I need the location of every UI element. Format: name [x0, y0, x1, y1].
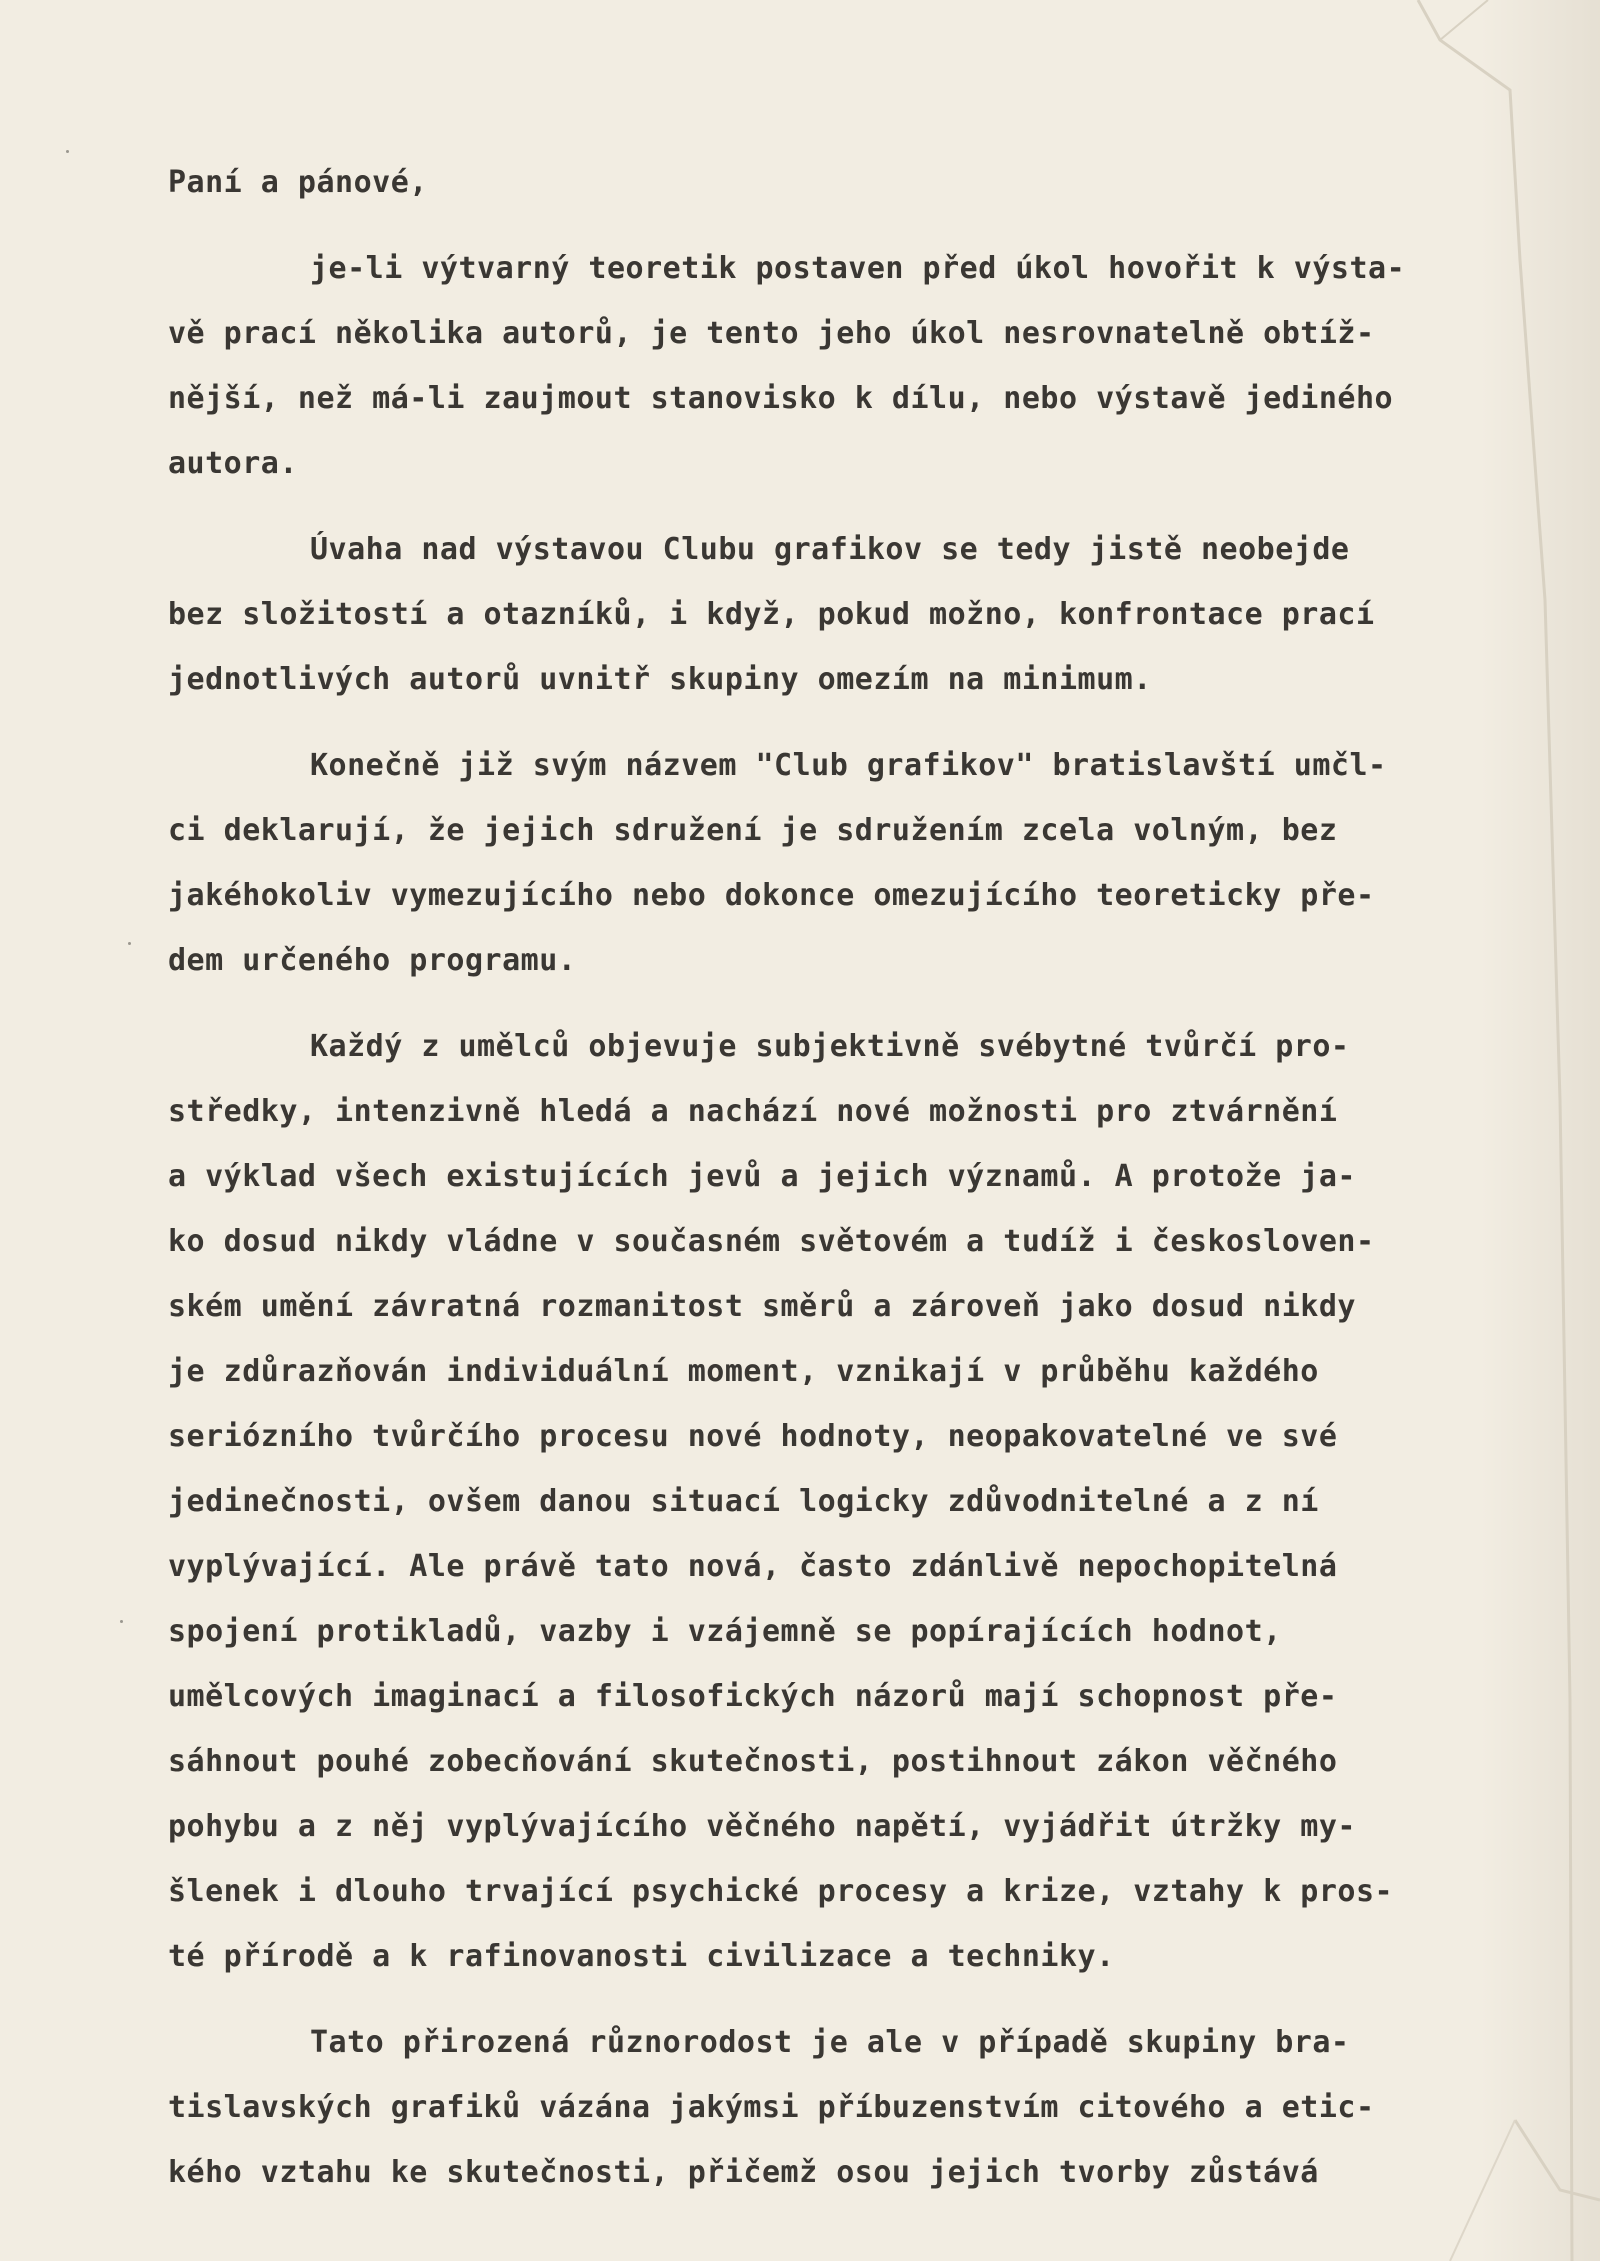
text-line: Konečně již svým názvem "Club grafikov" bratislavští umčl-: [310, 748, 1387, 783]
text-line: šlenek i dlouho trvající psychické procesy a krize, vztahy k pros-: [168, 1874, 1394, 1909]
text-line: tislavských grafiků vázána jakýmsi příbuzenstvím citového a etic-: [168, 2090, 1375, 2125]
paragraph-3: [168, 733, 1498, 993]
paragraph-1: [168, 236, 1498, 496]
text-line: Úvaha nad výstavou Clubu grafikov se tedy jistě neobejde: [310, 532, 1350, 567]
text-line: autora.: [168, 446, 298, 481]
text-line: té přírodě a k rafinovanosti civilizace a techniky.: [168, 1939, 1115, 1974]
salutation: Paní a pánové,: [168, 165, 428, 200]
text-line: dem určeného programu.: [168, 943, 577, 978]
text-line: a výklad všech existujících jevů a jejich významů. A protože ja-: [168, 1159, 1356, 1194]
text-line: bez složitostí a otazníků, i když, pokud možno, konfrontace prací: [168, 597, 1375, 632]
text-line: Tato přirozená různorodost je ale v případě skupiny bra-: [310, 2025, 1350, 2060]
text-line: Každý z umělců objevuje subjektivně svébytné tvůrčí pro-: [310, 1029, 1350, 1064]
paragraph-5: [168, 2010, 1498, 2205]
text-line: středky, intenzivně hledá a nachází nové možnosti pro ztvárnění: [168, 1094, 1338, 1129]
paper-speck: [66, 150, 69, 153]
text-line: vyplývající. Ale právě tato nová, často zdánlivě nepochopitelná: [168, 1549, 1338, 1584]
paragraph-2: [168, 517, 1498, 712]
text-line: umělcových imaginací a filosofických názorů mají schopnost pře-: [168, 1679, 1338, 1714]
text-line: jednotlivých autorů uvnitř skupiny omezím na minimum.: [168, 662, 1152, 697]
text-line: jakéhokoliv vymezujícího nebo dokonce omezujícího teoreticky pře-: [168, 878, 1375, 913]
text-line: nější, než má-li zaujmout stanovisko k dílu, nebo výstavě jediného: [168, 381, 1394, 416]
text-line: seriózního tvůrčího procesu nové hodnoty, neopakovatelné ve své: [168, 1419, 1338, 1454]
text-line: spojení protikladů, vazby i vzájemně se popírajících hodnot,: [168, 1614, 1282, 1649]
text-line: ském umění závratná rozmanitost směrů a zároveň jako dosud nikdy: [168, 1289, 1356, 1324]
text-line: pohybu a z něj vyplývajícího věčného napětí, vyjádřit útržky my-: [168, 1809, 1356, 1844]
paragraph-4: [168, 1014, 1498, 1989]
text-line: vě prací několika autorů, je tento jeho úkol nesrovnatelně obtíž-: [168, 316, 1375, 351]
text-line: ci deklarují, že jejich sdružení je sdružením zcela volným, bez: [168, 813, 1338, 848]
text-line: sáhnout pouhé zobecňování skutečnosti, postihnout zákon věčného: [168, 1744, 1338, 1779]
letter-body: [168, 150, 1498, 2205]
text-line: ko dosud nikdy vládne v současném světovém a tudíž i českosloven-: [168, 1224, 1375, 1259]
text-line: kého vztahu ke skutečnosti, přičemž osou jejich tvorby zůstává: [168, 2155, 1319, 2190]
text-line: je zdůrazňován individuální moment, vznikají v průběhu každého: [168, 1354, 1319, 1389]
paper-speck: [120, 1620, 123, 1623]
text-line: jedinečnosti, ovšem danou situací logicky zdůvodnitelné a z ní: [168, 1484, 1319, 1519]
paper-speck: [128, 942, 131, 945]
text-line: je-li výtvarný teoretik postaven před úkol hovořit k výsta-: [310, 251, 1406, 286]
